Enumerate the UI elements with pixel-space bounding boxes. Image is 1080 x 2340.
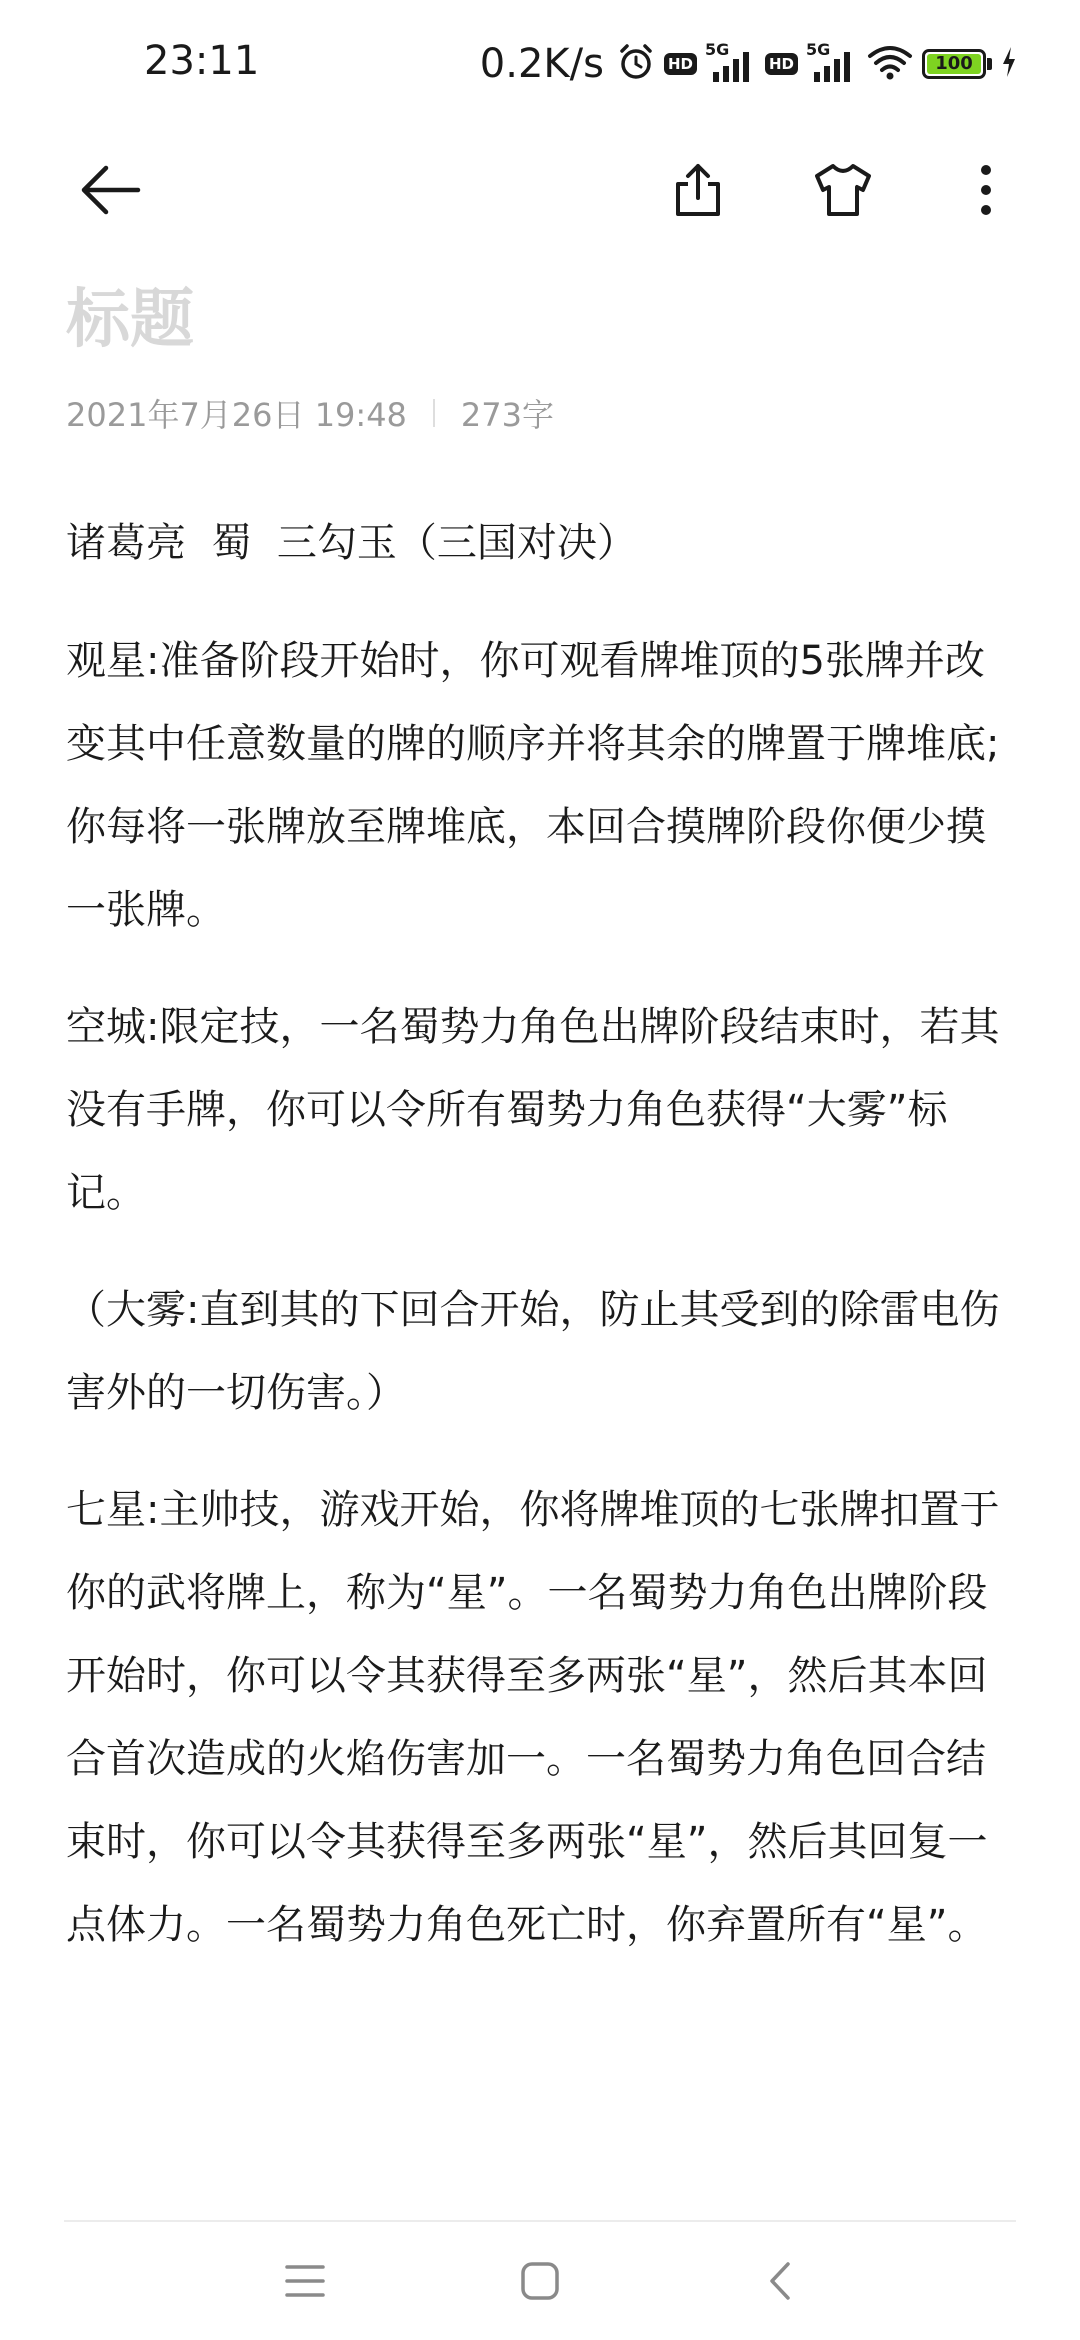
note-paragraph: 观星:准备阶段开始时，你可观看牌堆顶的5张牌并改变其中任意数量的牌的顺序并将其余的牌置于牌堆底;你每将一张牌放至牌堆底，本回合摸牌阶段你便少摸一张牌。 xyxy=(66,638,1000,933)
note-paragraph: （大雾:直到其的下回合开始，防止其受到的除雷电伤害外的一切伤害。） xyxy=(66,1287,1000,1416)
note-toolbar xyxy=(0,130,1080,240)
battery-level: 100 xyxy=(935,53,973,74)
more-options-button[interactable] xyxy=(946,150,1026,230)
alarm-icon xyxy=(616,42,656,86)
back-button[interactable] xyxy=(70,150,150,230)
more-vertical-icon xyxy=(978,164,994,216)
nav-back-button[interactable] xyxy=(745,2248,815,2318)
share-icon xyxy=(670,162,726,218)
note-meta xyxy=(66,390,554,436)
signal-icon xyxy=(806,40,858,84)
home-icon xyxy=(520,2261,560,2305)
battery-tip xyxy=(987,58,992,70)
status-icons xyxy=(480,38,1018,90)
home-button[interactable] xyxy=(505,2248,575,2318)
note-title-field[interactable]: 标题 xyxy=(66,283,194,357)
network-speed: 0.2K/s xyxy=(479,41,604,87)
menu-icon xyxy=(285,2264,325,2302)
theme-button[interactable] xyxy=(803,150,883,230)
hd-icon: HD xyxy=(664,53,697,75)
status-bar xyxy=(0,0,1080,130)
recents-button[interactable] xyxy=(270,2248,340,2318)
meta-divider xyxy=(433,399,435,427)
note-paragraph: 七星:主帅技，游戏开始，你将牌堆顶的七张牌扣置于你的武将牌上，称为“星”。一名蜀势力角色出牌阶段开始时，你可以令其获得至多两张“星”，然后其本回合首次造成的火焰伤害加一。一名蜀势力角色回合结束时，你可以令其获得至多两张“星”，然后其回复一点体力。一名蜀势力角色死亡时，你弃置所有“星”。 xyxy=(66,1487,1000,1948)
charging-icon xyxy=(1000,45,1018,83)
theme-shirt-icon xyxy=(813,162,873,218)
signal-icon xyxy=(704,40,757,84)
word-count: 273字 xyxy=(460,396,555,434)
wifi-icon xyxy=(866,42,914,86)
network-type-label: 5G xyxy=(806,40,831,59)
back-arrow-icon xyxy=(78,158,142,222)
battery-icon xyxy=(922,49,986,79)
navigation-bar xyxy=(0,2222,1080,2340)
note-date: 2021年7月26日 19:48 xyxy=(66,396,407,434)
share-button[interactable] xyxy=(658,150,738,230)
status-time: 23:11 xyxy=(144,38,260,84)
network-type-label: 5G xyxy=(704,40,730,59)
note-body-editor[interactable] xyxy=(66,508,1016,2001)
back-icon xyxy=(767,2261,793,2305)
hd-icon: HD xyxy=(765,53,798,75)
note-paragraph: 诸葛亮 蜀 三勾玉（三国对决） xyxy=(66,520,637,566)
note-paragraph: 空城:限定技，一名蜀势力角色出牌阶段结束时，若其没有手牌，你可以令所有蜀势力角色获得“大雾”标记。 xyxy=(66,1004,1000,1216)
